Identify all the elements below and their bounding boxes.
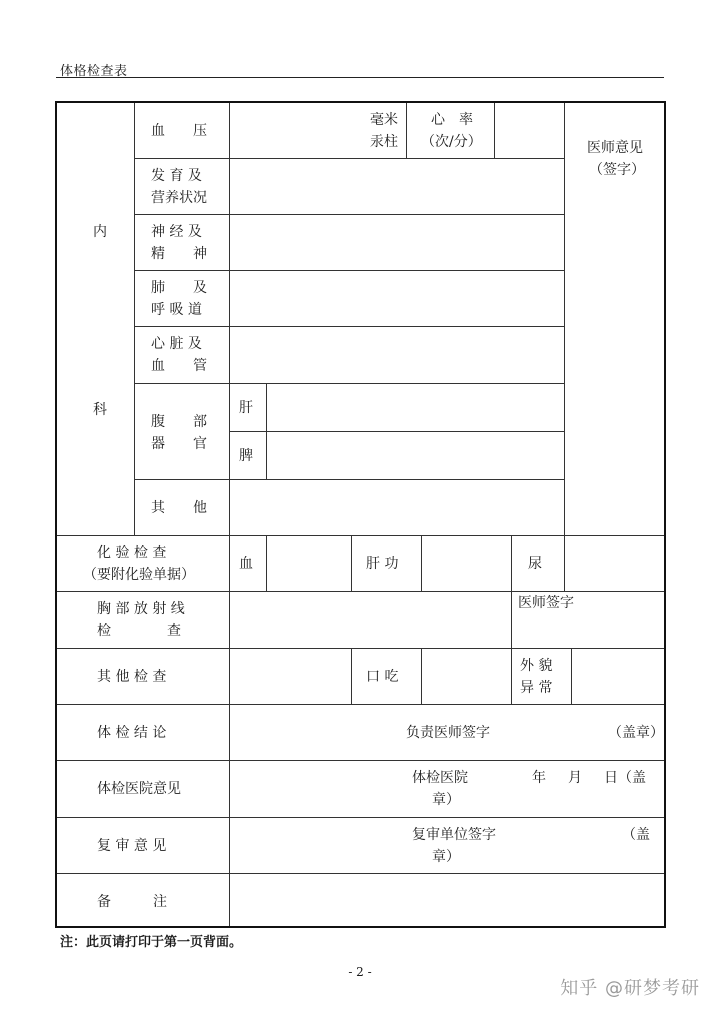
conclusion-label-cell [57,705,230,761]
stutter-label: 口 吃 [366,669,399,685]
spleen-label: 脾 [239,448,253,464]
neuro-label-2: 精 神 [151,246,207,262]
appearance-label-cell [512,649,572,705]
hospital-seal-end-label: 章） [432,792,460,808]
dev-value-cell[interactable] [230,159,565,215]
heart-label-cell [135,327,230,384]
neuro-value-cell[interactable] [230,215,565,271]
lab-liver-label-cell [352,536,422,592]
remark-label-cell [57,874,230,926]
hospital-day-seal-label: 日（盖 [604,770,646,786]
lab-label-1: 化 验 检 查 [97,545,167,561]
hospital-year-label: 年 [532,770,546,786]
bp-label: 血 压 [151,123,207,139]
hospital-label: 体检医院意见 [97,781,181,797]
hr-label-cell [407,103,495,159]
liver-label: 肝 [239,400,253,416]
conclusion-seal-label: （盖章） [608,725,664,741]
other-exam-value-cell[interactable] [230,649,352,705]
other-exam-label-cell [57,649,230,705]
internal-dept-label-1: 内 [93,224,107,240]
remark-value-cell[interactable] [230,874,664,926]
other-value-cell[interactable] [230,480,565,536]
lung-label-1: 肺 及 [151,280,207,296]
footer-note: 注：此页请打印于第一页背面。 [60,935,243,950]
lab-blood-value-cell[interactable] [267,536,352,592]
conclusion-value-cell[interactable] [230,705,664,761]
doctor-opinion-cell[interactable] [565,103,664,536]
other-label: 其 他 [151,500,207,516]
review-seal-end-label: 章） [432,849,460,865]
neuro-label-1: 神 经 及 [151,224,202,240]
review-label: 复 审 意 见 [97,838,167,854]
hospital-label-cell [57,761,230,818]
doctor-opinion-label-1: 医师意见 [587,140,643,156]
spleen-value-cell[interactable] [267,432,565,480]
abdomen-label-cell [135,384,230,480]
lab-label-cell [57,536,230,592]
review-sign-label: 复审单位签字 [412,827,496,843]
appearance-label-1: 外 貌 [520,658,553,674]
internal-dept-cell [57,103,135,536]
lab-urine-value-cell[interactable] [565,536,664,592]
liver-label-cell [230,384,267,432]
appearance-label-2: 异 常 [520,680,553,696]
xray-doctor-sign-cell[interactable] [512,592,664,649]
lab-label-2: （要附化验单据） [83,567,195,583]
doctor-opinion-label-2: （签字） [589,162,645,178]
xray-doctor-sign-label: 医师签字 [518,595,574,611]
bp-unit-1: 毫米 [370,112,398,128]
review-seal-start-label: （盖 [622,827,650,843]
bp-unit-2: 汞柱 [370,134,398,150]
abdomen-label-1: 腹 部 [151,414,207,430]
page-header-title: 体格检查表 [60,64,128,79]
hr-label-1: 心 率 [431,112,473,128]
watermark: 知乎 @研梦考研 [560,978,700,999]
header-rule [56,77,664,78]
lung-label-cell [135,271,230,327]
lung-label-2: 呼 吸 道 [151,302,202,318]
review-value-cell[interactable] [230,818,664,874]
hospital-month-label: 月 [568,770,582,786]
heart-label-1: 心 脏 及 [151,336,202,352]
bp-label-cell [135,103,230,159]
hospital-value-cell[interactable] [230,761,664,818]
stutter-value-cell[interactable] [422,649,512,705]
hospital-name-label: 体检医院 [412,770,468,786]
stutter-label-cell [352,649,422,705]
hr-value-cell[interactable] [495,103,565,159]
neuro-label-cell [135,215,230,271]
lab-urine-label: 尿 [528,556,542,572]
other-label-cell [135,480,230,536]
dev-label-cell [135,159,230,215]
lab-liver-label: 肝 功 [366,556,399,572]
lab-urine-label-cell [512,536,565,592]
lung-value-cell[interactable] [230,271,565,327]
hr-label-2: （次/分） [421,134,482,150]
xray-value-cell[interactable] [230,592,512,649]
spleen-label-cell [230,432,267,480]
xray-label-cell [57,592,230,649]
other-exam-label: 其 他 检 查 [97,669,167,685]
bp-value-cell[interactable] [230,103,407,159]
page-number: - 2 - [348,965,372,979]
liver-value-cell[interactable] [267,384,565,432]
xray-label-2: 检 查 [97,623,181,639]
lab-liver-value-cell[interactable] [422,536,512,592]
heart-value-cell[interactable] [230,327,565,384]
lab-blood-label-cell [230,536,267,592]
dev-label-1: 发 育 及 [151,168,202,184]
appearance-value-cell[interactable] [572,649,664,705]
abdomen-label-2: 器 官 [151,436,207,452]
physical-exam-form [55,101,666,928]
lab-blood-label: 血 [239,556,253,572]
xray-label-1: 胸 部 放 射 线 [97,601,185,617]
dev-label-2: 营养状况 [151,190,207,206]
conclusion-label: 体 检 结 论 [97,725,167,741]
remark-label: 备 注 [97,894,167,910]
heart-label-2: 血 管 [151,358,207,374]
review-label-cell [57,818,230,874]
conclusion-sign-label: 负责医师签字 [406,725,490,741]
internal-dept-label-2: 科 [93,402,107,418]
